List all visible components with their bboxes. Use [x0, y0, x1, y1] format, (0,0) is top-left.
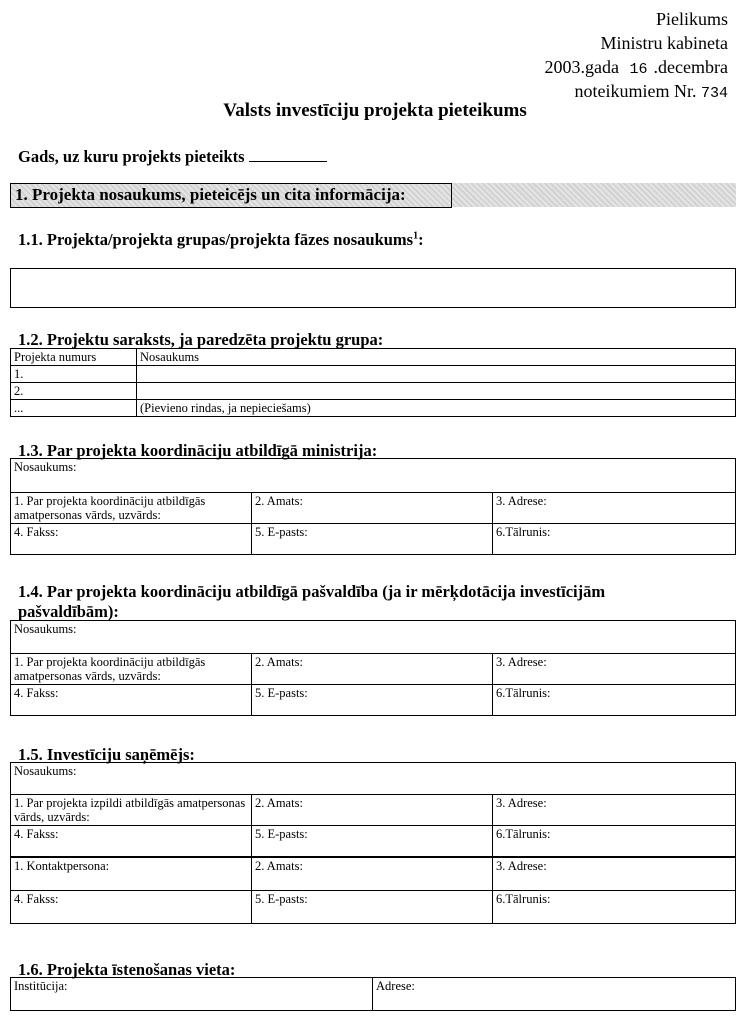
municipality-phone-field[interactable]: 6.Tālrunis:: [493, 685, 736, 716]
recipient-email-field[interactable]: 5. E-pasts:: [252, 826, 493, 858]
contact-fax-field[interactable]: 4. Fakss:: [11, 891, 252, 924]
section-1-heading: 1. Projekta nosaukums, pieteicējs un cita informācija:: [10, 183, 452, 208]
header-month: .decembra: [653, 57, 728, 77]
recipient-address-field[interactable]: 3. Adrese:: [493, 795, 736, 826]
location-address-field[interactable]: Adrese:: [373, 978, 736, 1011]
row-number: ...: [11, 400, 137, 417]
ministry-official-field[interactable]: 1. Par projekta koordināciju atbildīgās amatpersonas vārds, uzvārds:: [11, 493, 252, 524]
recipient-official-field[interactable]: 1. Par projekta izpildi atbildīgās amatpersonas vārds, uzvārds:: [11, 795, 252, 826]
ministry-email-field[interactable]: 5. E-pasts:: [252, 524, 493, 555]
ministry-name-field[interactable]: Nosaukums:: [11, 459, 736, 493]
contact-position-field[interactable]: 2. Amats:: [252, 857, 493, 891]
row-name[interactable]: [137, 366, 736, 383]
ministry-address-field[interactable]: 3. Adrese:: [493, 493, 736, 524]
row-name[interactable]: [137, 383, 736, 400]
municipality-email-field[interactable]: 5. E-pasts:: [252, 685, 493, 716]
contact-phone-field[interactable]: 6.Tālrunis:: [493, 891, 736, 924]
municipality-official-field[interactable]: 1. Par projekta koordināciju atbildīgās amatpersonas vārds, uzvārds:: [11, 654, 252, 685]
header-cabinet: Ministru kabineta: [600, 33, 728, 53]
s1-4-label-line1: 1.4. Par projekta koordināciju atbildīgā pašvaldība (ja ir mērķdotācija investīcijām: [18, 582, 606, 601]
s1-4-label-line2: pašvaldībām):: [18, 602, 119, 621]
project-list-table: [10, 348, 736, 417]
location-table: [10, 977, 736, 1011]
col-project-number: Projekta numurs: [11, 349, 137, 366]
year-input-line[interactable]: [249, 147, 327, 162]
ministry-fax-field[interactable]: 4. Fakss:: [11, 524, 252, 555]
row-number: 2.: [11, 383, 137, 400]
table-row[interactable]: [11, 383, 736, 400]
s1-1-name-box[interactable]: [10, 268, 736, 308]
municipality-name-field[interactable]: Nosaukums:: [11, 621, 736, 654]
header-year: 2003.gada: [544, 57, 620, 77]
s1-6-label: 1.6. Projekta īstenošanas vieta:: [18, 960, 236, 979]
header-annex: Pielikums: [655, 9, 728, 29]
header-date: [545, 56, 728, 81]
s1-4-label: [18, 582, 605, 622]
page-title: Valsts investīciju projekta pieteikums: [223, 100, 527, 121]
municipality-address-field[interactable]: 3. Adrese:: [493, 654, 736, 685]
municipality-table: [10, 620, 736, 716]
footnote-marker: 1: [413, 230, 419, 242]
year-label-text: Gads, uz kuru projekts pieteikts: [18, 147, 245, 166]
contact-person-field[interactable]: 1. Kontaktpersona:: [11, 857, 252, 891]
row-name[interactable]: (Pievieno rindas, ja nepieciešams): [137, 400, 736, 417]
year-field-label: [18, 147, 327, 167]
s1-2-label: 1.2. Projektu saraksts, ja paredzēta projektu grupa:: [18, 330, 384, 349]
s1-1-label-text: 1.1. Projekta/projekta grupas/projekta fāzes nosaukums: [18, 230, 414, 249]
institution-field[interactable]: Institūcija:: [11, 978, 373, 1011]
header-rules-label: noteikumiem Nr.: [574, 81, 697, 101]
header-day: 16: [629, 61, 648, 78]
recipient-phone-field[interactable]: 6.Tālrunis:: [493, 826, 736, 858]
header-rules-number: 734: [700, 85, 728, 102]
table-header-row: [11, 349, 736, 366]
ministry-phone-field[interactable]: 6.Tālrunis:: [493, 524, 736, 555]
table-row[interactable]: [11, 400, 736, 417]
table-row[interactable]: [11, 366, 736, 383]
recipient-table: [10, 762, 736, 924]
row-number: 1.: [11, 366, 137, 383]
s1-1-label: 1.1. Projekta/projekta grupas/projekta fāzes nosaukums$^1$:: [18, 230, 424, 249]
recipient-name-field[interactable]: Nosaukums:: [11, 763, 736, 795]
s1-5-label: 1.5. Investīciju saņēmējs:: [18, 745, 195, 764]
contact-email-field[interactable]: 5. E-pasts:: [252, 891, 493, 924]
col-name: Nosaukums: [137, 349, 736, 366]
ministry-table: [10, 458, 736, 555]
municipality-position-field[interactable]: 2. Amats:: [252, 654, 493, 685]
s1-3-label: 1.3. Par projekta koordināciju atbildīgā ministrija:: [18, 441, 378, 460]
municipality-fax-field[interactable]: 4. Fakss:: [11, 685, 252, 716]
recipient-position-field[interactable]: 2. Amats:: [252, 795, 493, 826]
recipient-fax-field[interactable]: 4. Fakss:: [11, 826, 252, 858]
contact-address-field[interactable]: 3. Adrese:: [493, 857, 736, 891]
ministry-position-field[interactable]: 2. Amats:: [252, 493, 493, 524]
